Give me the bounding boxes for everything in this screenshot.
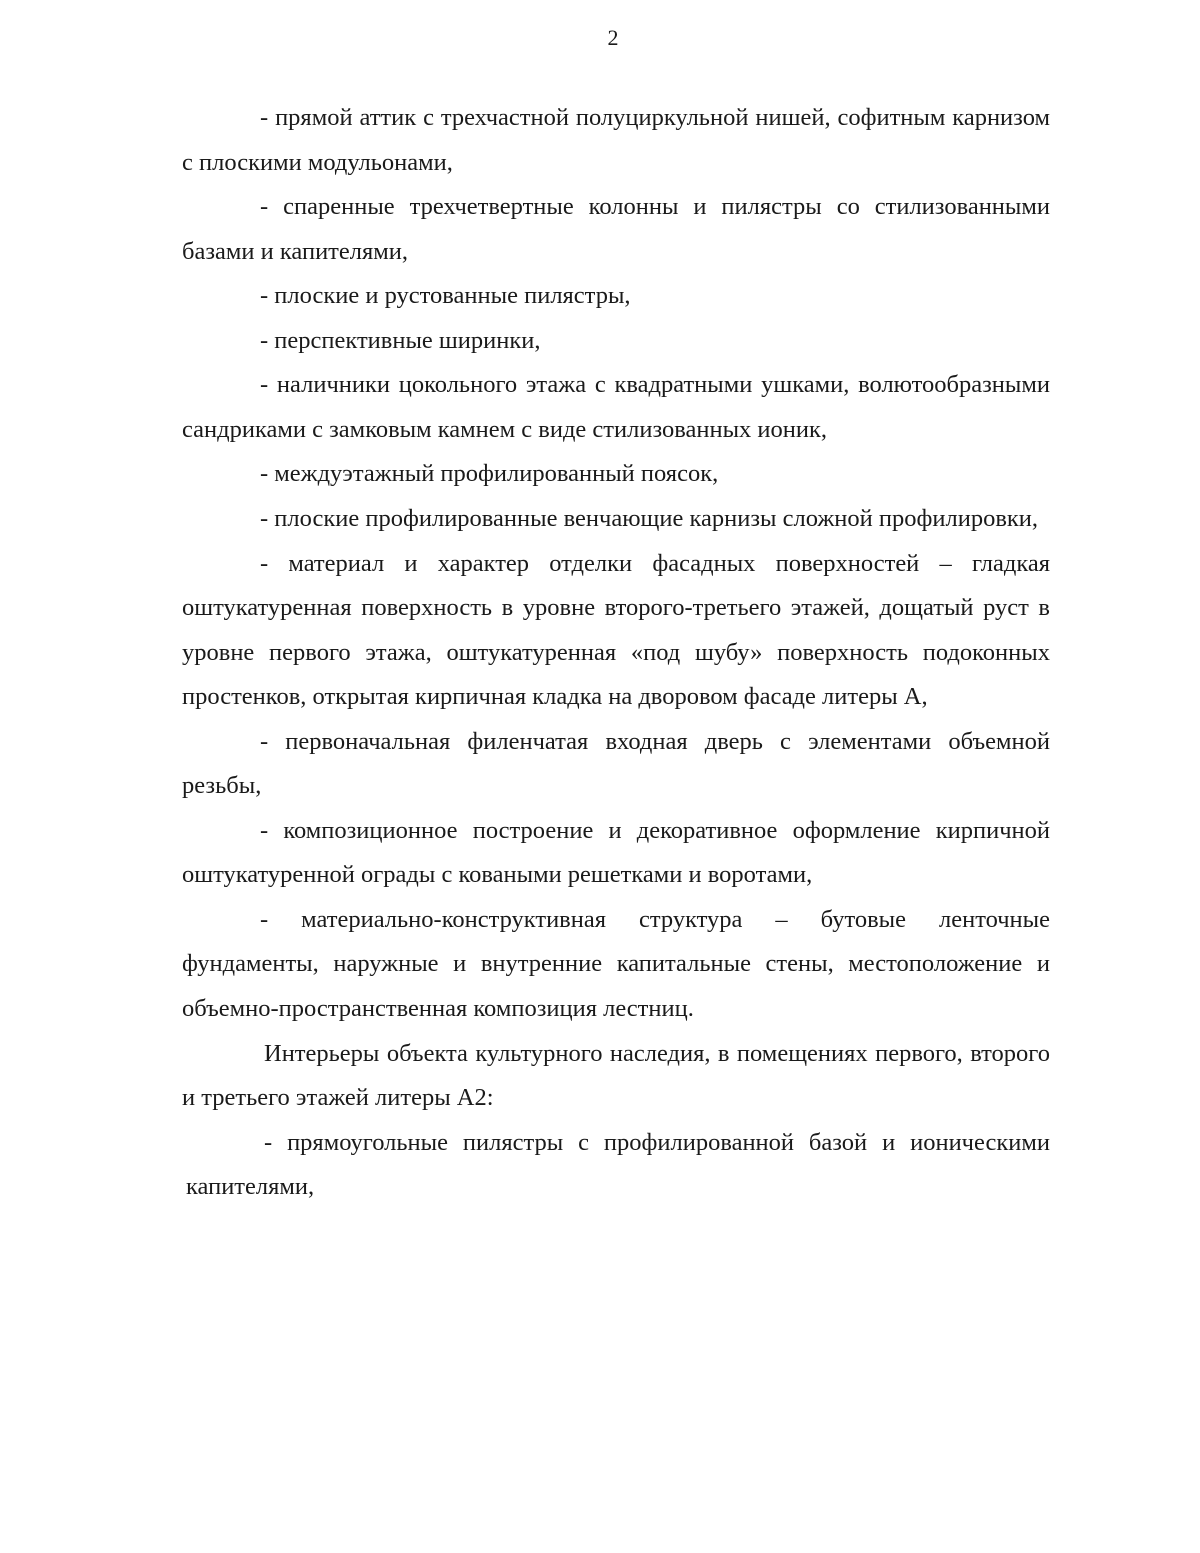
document-body xyxy=(182,96,1050,1210)
list-item-interior-pilasters: - прямоугольные пилястры с профилированной базой и ионическими капителями, xyxy=(186,1128,1050,1201)
list-item-facade-finish: - материал и характер отделки фасадных поверхностей – гладкая оштукатуренная поверхность в уровне второго-третьего этажей, дощатый руст в уровне первого этажа, оштукатуренная «под шубу» поверхность подоконных простенков, открытая кирпичная кладка на дворовом фасаде литеры А, xyxy=(182,549,1050,711)
list-item-structure: - материально-конструктивная структура – бутовые ленточные фундаменты, наружные и внутренние капитальные стены, местоположение и объемно-пространственная композиция лестниц. xyxy=(182,905,1050,1022)
list-item-pilasters: - плоские и рустованные пилястры, xyxy=(260,282,631,310)
list-item-panels: - перспективные ширинки, xyxy=(260,326,541,354)
list-item-attic: - прямой аттик с трехчастной полуциркульной нишей, софитным карнизом с плоскими модульонами, xyxy=(182,104,1050,176)
list-item-columns: - спаренные трехчетвертные колонны и пилястры со стилизованными базами и капителями, xyxy=(182,193,1050,265)
interiors-intro: Интерьеры объекта культурного наследия, в помещениях первого, второго и третьего этажей литеры А2: xyxy=(182,1039,1050,1112)
list-item-entrance-door: - первоначальная филенчатая входная дверь с элементами объемной резьбы, xyxy=(182,727,1050,800)
list-item-window-frames: - наличники цокольного этажа с квадратными ушками, волютообразными сандриками с замковым камнем с виде стилизованных ионик, xyxy=(182,371,1050,443)
list-item-fence: - композиционное построение и декоративное оформление кирпичной оштукатуренной ограды с коваными решетками и воротами, xyxy=(182,816,1050,889)
list-item-belt: - междуэтажный профилированный поясок, xyxy=(260,460,719,488)
list-item-cornices: - плоские профилированные венчающие карнизы сложной профилировки, xyxy=(260,505,1039,533)
page-number: 2 xyxy=(607,25,619,50)
